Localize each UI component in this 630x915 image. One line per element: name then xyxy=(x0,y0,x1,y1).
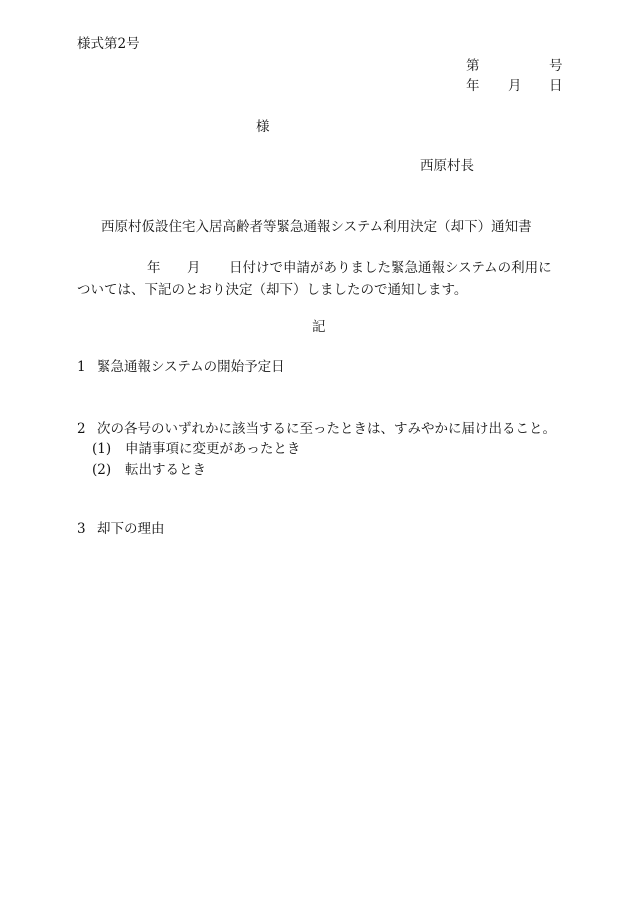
item-1-text: 緊急通報システムの開始予定日 xyxy=(97,359,285,375)
item-2-number: 2 xyxy=(77,421,86,437)
item-3-text: 却下の理由 xyxy=(97,521,165,537)
document-title: 西原村仮設住宅入居高齢者等緊急通報システム利用決定（却下）通知書 xyxy=(101,219,532,235)
body-line-2: ついては、下記のとおり決定（却下）しましたので通知します。 xyxy=(77,282,468,298)
item-2-text: 次の各号のいずれかに該当するに至ったときは、すみやかに届け出ること。 xyxy=(97,421,556,437)
doc-number-prefix: 第 xyxy=(466,58,480,74)
header-date-year: 年 xyxy=(466,78,480,94)
item-3-number: 3 xyxy=(77,521,86,537)
body-line-1: 日付けで申請がありました緊急通報システムの利用に xyxy=(229,260,552,276)
item-1-number: 1 xyxy=(77,359,86,375)
subitem-2-number: (2) xyxy=(92,462,112,478)
body-date-month: 月 xyxy=(187,260,201,276)
header-date-day: 日 xyxy=(549,78,563,94)
form-number: 様式第2号 xyxy=(77,36,140,52)
body-date-year: 年 xyxy=(147,260,161,276)
subitem-2-text: 転出するとき xyxy=(125,462,206,478)
sender-name: 西原村長 xyxy=(420,158,474,174)
doc-number-suffix: 号 xyxy=(549,58,563,74)
header-date-month: 月 xyxy=(508,78,522,94)
ki-heading: 記 xyxy=(312,319,326,335)
addressee-honorific: 様 xyxy=(256,119,270,135)
subitem-1-number: (1) xyxy=(92,441,112,457)
subitem-1-text: 申請事項に変更があったとき xyxy=(125,441,301,457)
